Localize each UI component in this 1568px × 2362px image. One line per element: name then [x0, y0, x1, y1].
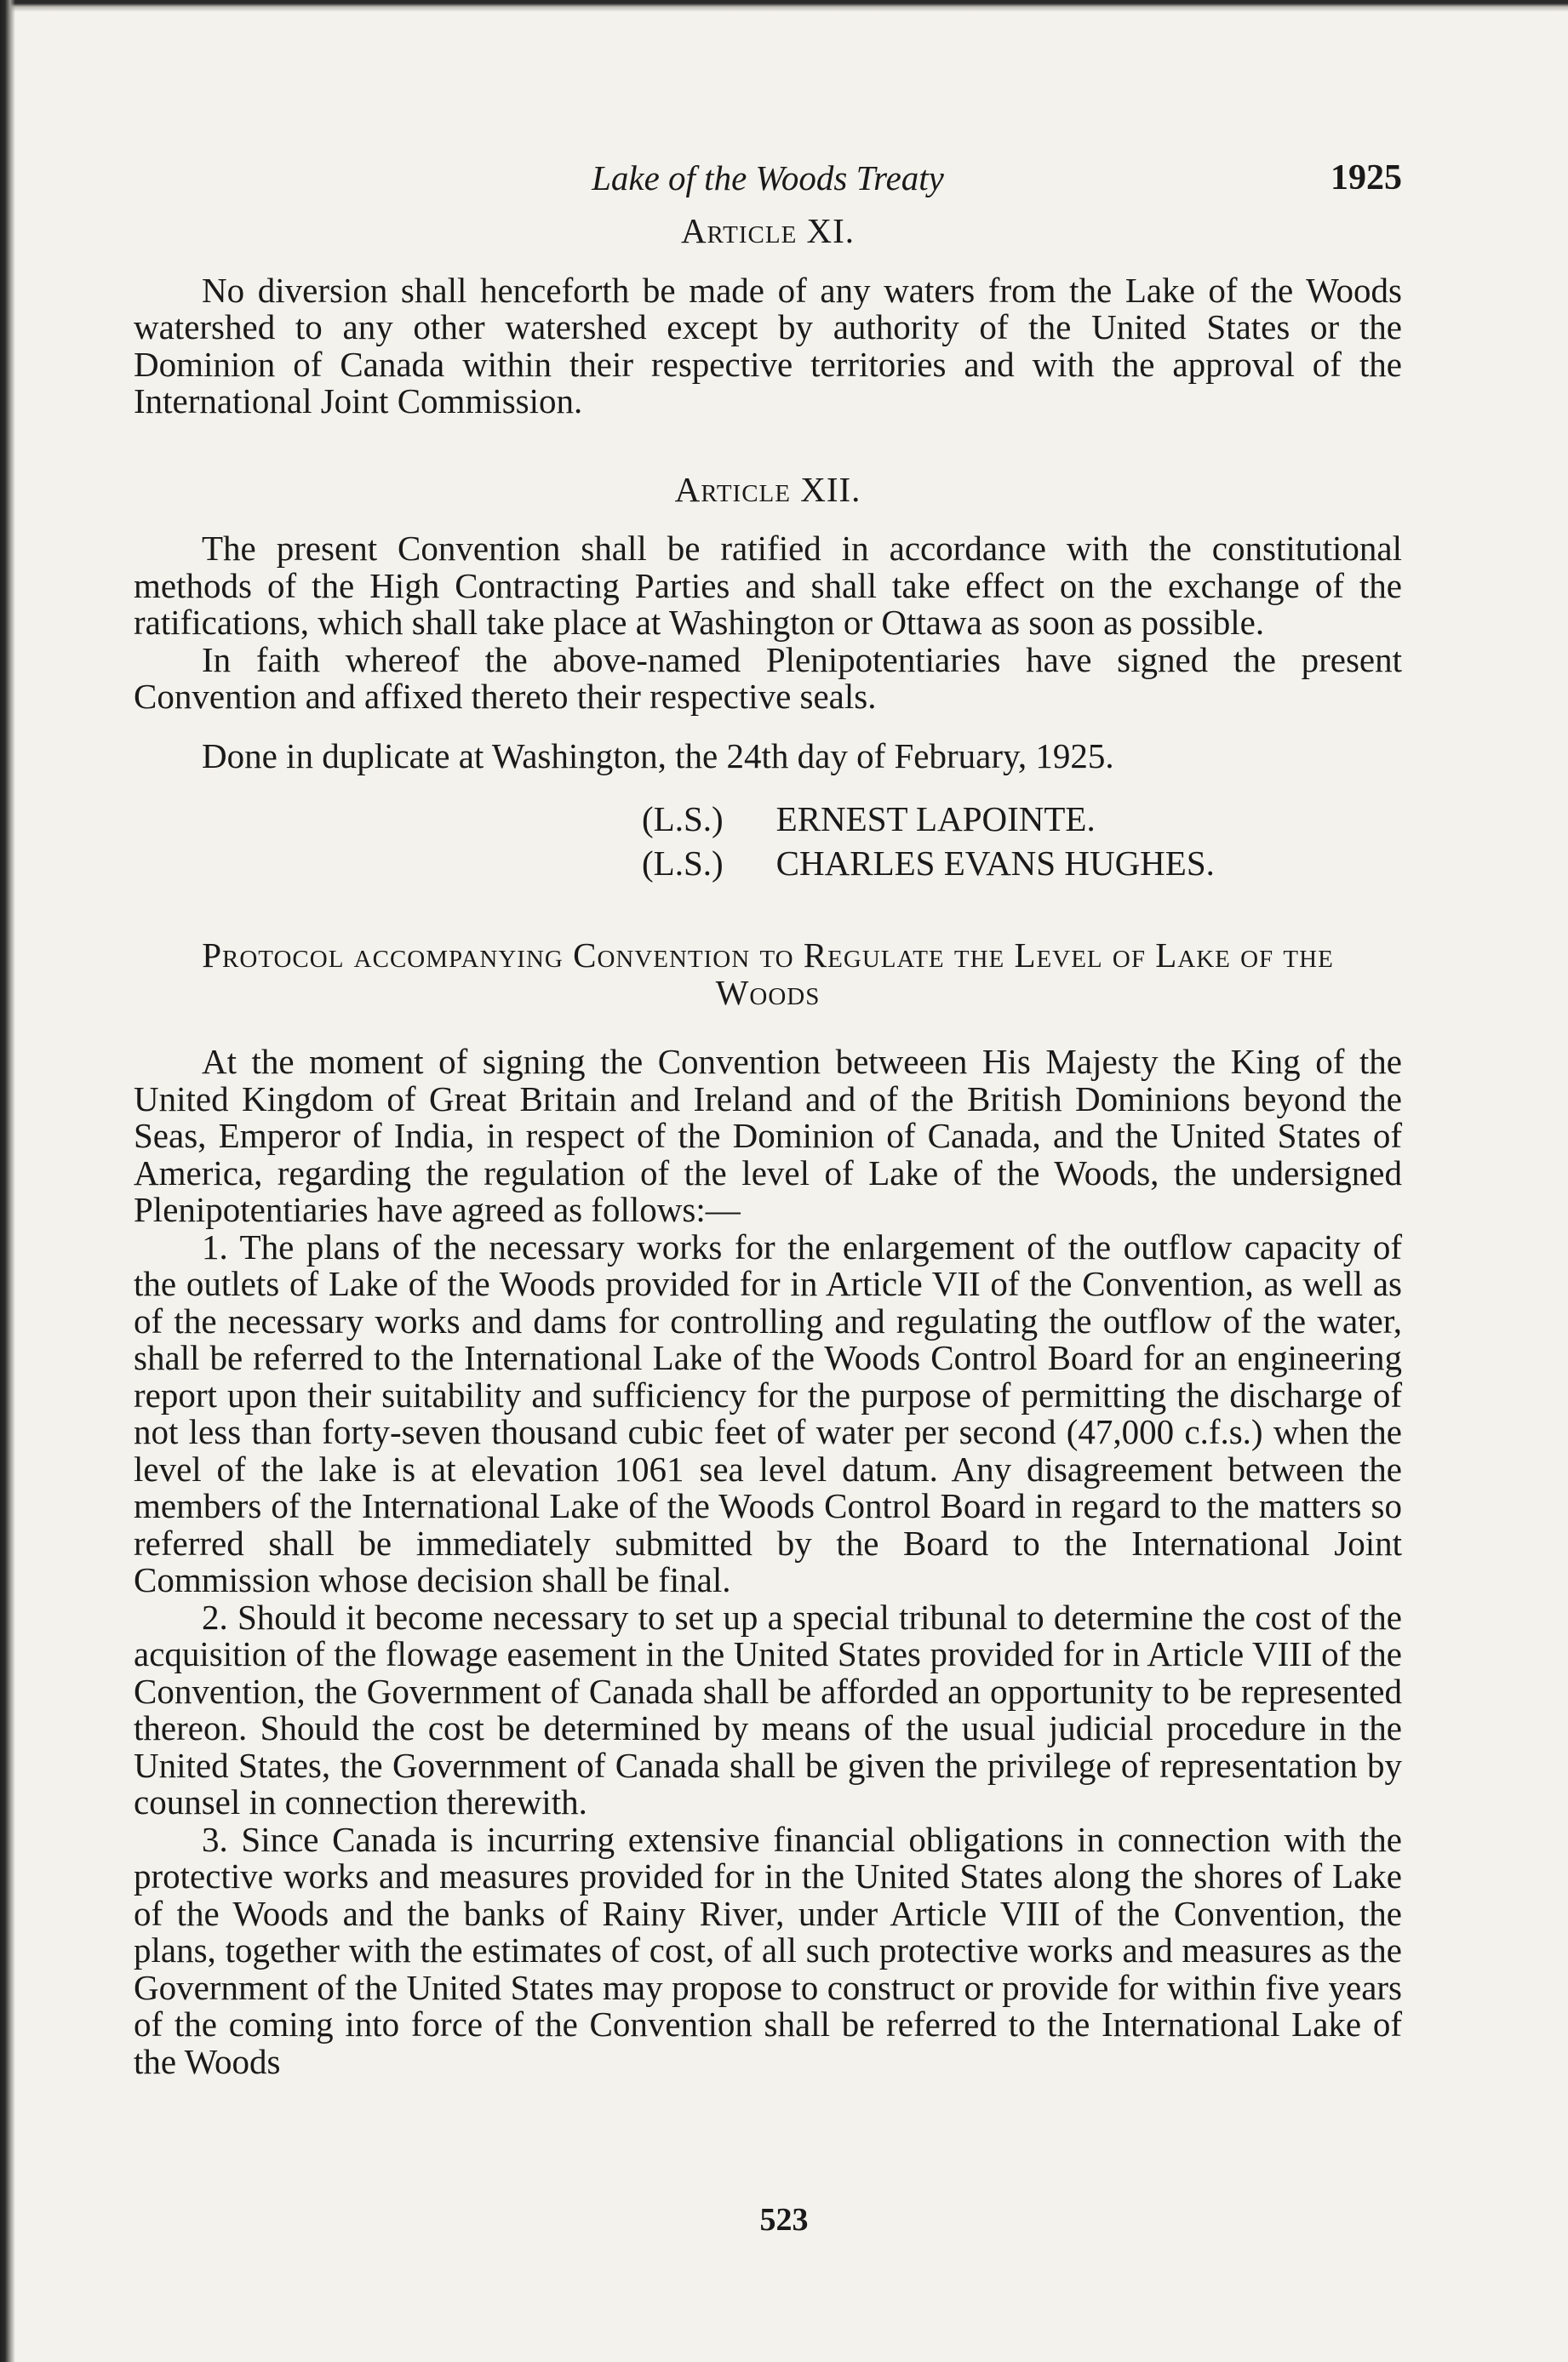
protocol-paragraph: 1. The plans of the necessary works for the enlargement of the outflow capacity of the outlets of Lake of the Woods provided for in Article VII of the Convention, as well as of the necessary works and dams for controlling and regulating the outflow of the water, shall be referred to the International Lake of the Woods Control Board for an engineering report upon their suitability and sufficiency for the purpose of permitting the discharge of not less than forty-seven thousand cubic feet of water per second (47,000 c.f.s.) when the level of the lake is at elevation 1061 sea level datum. Any disagreement between the members of the International Lake of the Woods Control Board in regard to the matters so referred shall be immediately submitted by the Board to the International Joint Commission whose decision shall be final.: [134, 1227, 1402, 1599]
signature-row: [642, 797, 1268, 841]
page-number: 523: [759, 2202, 809, 2238]
signatory-name: CHARLES EVANS HUGHES.: [775, 844, 1215, 883]
document-page: [134, 153, 1402, 2080]
signature-block: [642, 797, 1268, 885]
scan-edge-top: [0, 0, 1568, 12]
protocol-paragraph: At the moment of signing the Convention betweeen His Majesty the King of the United Kingdom of Great Britain and Ireland and of the British Dominions beyond the Seas, Emperor of India, in respect of the Dominion of Canada, and the United States of America, regarding the regulation of the level of Lake of the Woods, the undersigned Plenipotentiaries have agreed as follows:—: [134, 1042, 1402, 1229]
done-line: Done in duplicate at Washington, the 24th day of February, 1925.: [202, 735, 1114, 775]
article-xii-paragraph: In faith whereof the above-named Plenipotentiaries have signed the present Convention and affixed thereto their respective seals.: [134, 639, 1402, 716]
signatory-name: ERNEST LAPOINTE.: [775, 799, 1096, 838]
article-xi-paragraph: No diversion shall henceforth be made of any waters from the Lake of the Woods watershed to any other watershed except by authority of the United States or the Dominion of Canada within their respective territories and with the approval of the International Joint Commission.: [134, 270, 1402, 420]
seal-mark: (L.S.): [642, 844, 724, 883]
article-xii-paragraph: The present Convention shall be ratified in accordance with the constitutional methods of the High Contracting Parties and shall take effect on the exchange of the ratifications, which shall take place at Washington or Ottawa as soon as possible.: [134, 529, 1402, 642]
article-xi-heading: Article XI.: [680, 211, 856, 250]
scan-edge-left: [0, 0, 15, 2362]
signature-row: [642, 841, 1268, 885]
running-head-year: 1925: [1331, 158, 1402, 197]
article-xii-heading: Article XII.: [674, 469, 861, 509]
seal-mark: (L.S.): [642, 799, 724, 838]
protocol-title: Protocol accompanying Convention to Regulate the Level of Lake of the Woods: [202, 935, 1334, 1012]
protocol-paragraph: 2. Should it become necessary to set up a special tribunal to determine the cost of the acquisition of the flowage easement in the United States provided for in Article VIII of the Convention, the Government of Canada shall be afforded an opportunity to be represented thereon. Should the cost be determined by means of the usual judicial procedure in the United States, the Government of Canada shall be given the privilege of representation by counsel in connection therewith.: [134, 1597, 1402, 1822]
protocol-paragraph: 3. Since Canada is incurring extensive financial obligations in connection with the protective works and measures provided for in the United States along the shores of Lake of the Woods and the banks of Rainy River, under Article VIII of the Convention, the plans, together with the estimates of cost, of all such protective works and measures as the Government of the United States may propose to construct or provide for within five years of the coming into force of the Convention shall be referred to the International Lake of the Woods: [134, 1819, 1402, 2081]
running-head: [134, 153, 1402, 213]
running-head-title: Lake of the Woods Treaty: [592, 158, 944, 197]
